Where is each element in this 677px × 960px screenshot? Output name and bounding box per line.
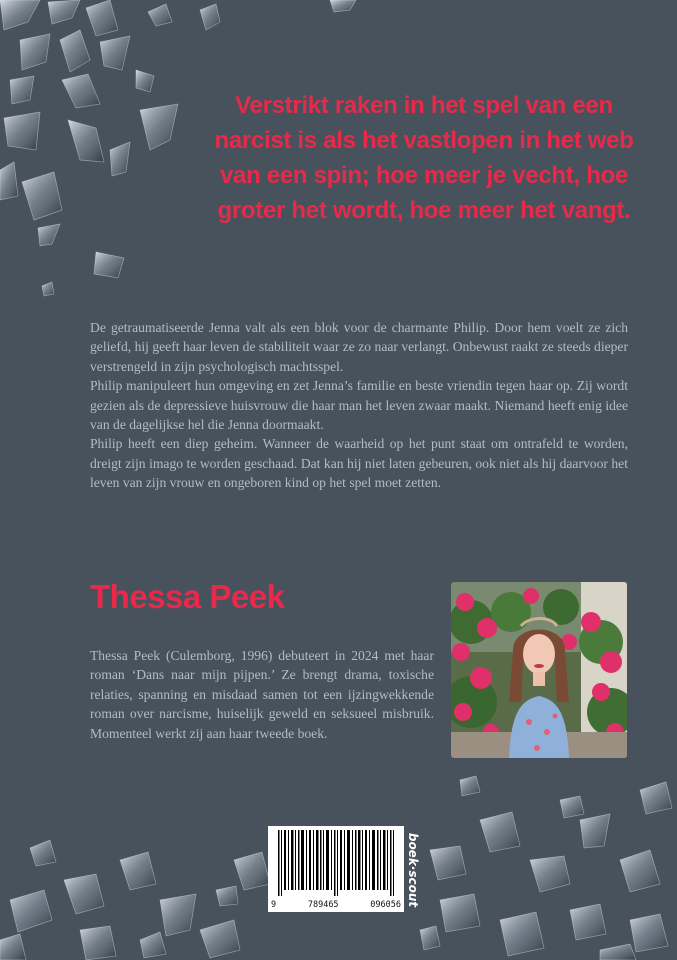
barcode-digit-prefix: 9	[271, 900, 277, 910]
barcode-digit-group-1: 789465	[307, 900, 339, 910]
book-blurb	[90, 318, 628, 493]
author-name: Thessa Peek	[90, 578, 285, 615]
publisher-name: boek·scout	[406, 832, 420, 908]
blurb-paragraph-2: Philip manipuleert hun omgeving en zet Jenna’s familie en beste vriendin tegen haar op. Zij wordt gezien als de depressieve huisvrouw die haar man het leven zwaar maakt. Niemand heeft enig idee van de dagelijkse hel die Jenna doormaakt.	[90, 378, 628, 433]
cover-quote: Verstrikt raken in het spel van een narcist is als het vastlopen in het web van een spin; hoe meer je vecht, hoe groter het wordt, hoe meer het vangt.	[214, 92, 634, 224]
publisher-logo	[404, 822, 422, 918]
author-bio: Thessa Peek (Culemborg, 1996) debuteert in 2024 met haar roman ‘Dans naar mijn pijpen.’ Ze brengt drama, toxische relaties, spanning en misdaad samen tot een ijzingwekkende roman over narcisme, huiselijk geweld en seksueel misbruik. Momenteel werkt zij aan haar tweede boek.	[90, 648, 434, 741]
blurb-paragraph-3: Philip heeft een diep geheim. Wanneer de waarheid op het punt staat om ontrafeld te worden, dreigt zijn imago te worden geschaad. Dat kan hij niet laten gebeuren, ook niet als hij daarvoor het leven van zijn vrouw en ongeboren kind op het spel moet zetten.	[90, 436, 628, 491]
barcode-digit-group-2: 096056	[370, 900, 401, 910]
blurb-paragraph-1: De getraumatiseerde Jenna valt als een blok voor de charmante Philip. Door hem voelt ze zich geliefd, hij geeft haar leven de stabiliteit waar ze zo naar verlangt. Onbewust raakt ze steeds dieper verstrengeld in zijn psychologisch machtsspel.	[90, 320, 628, 374]
barcode-digits	[268, 900, 404, 910]
author-photo	[451, 582, 627, 758]
barcode	[268, 826, 404, 912]
